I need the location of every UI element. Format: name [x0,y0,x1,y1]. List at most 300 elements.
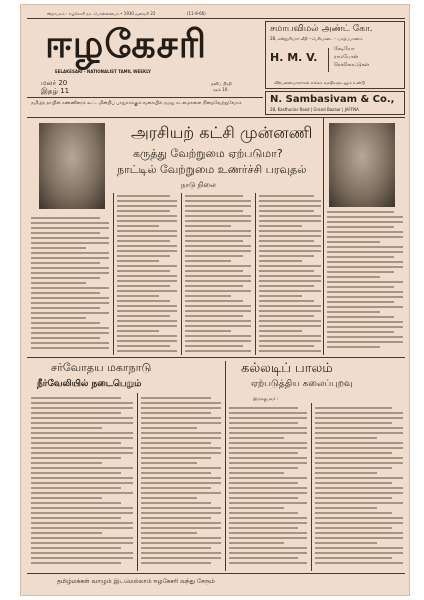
text-line [31,447,133,449]
text-line [327,346,380,348]
text-line [327,291,403,293]
hmv-item-list [334,45,369,69]
sambasivam-name: N. Sambasivam & Co., [270,94,395,105]
rule [27,357,405,358]
text-line [31,507,133,509]
text-line [31,442,121,444]
text-line [315,467,392,469]
text-line [259,220,321,222]
headline-sub-1: கருத்து வேற்றுமை ஏற்படுமா? [133,147,283,160]
top-strip: ஸ்தாபகம் : ஈழகேசரி நா. பொன்னையா • 1930 ஜனவரி 22 [47,11,156,16]
text-line [315,537,403,539]
text-line [117,260,159,262]
text-line [185,255,243,257]
text-line [185,350,251,352]
text-line [117,350,177,352]
hmv-item: ரெக்கோட்டுகள் [334,62,370,68]
text-line [259,320,321,322]
text-line [229,447,307,449]
text-line [315,437,377,439]
text-line [327,276,380,278]
sambasivam-address: 28, Kasthuriar Road | Grand Bazaar | JAFFNA [270,107,359,112]
text-line [141,492,221,494]
text-line [117,330,159,332]
text-line [259,325,321,327]
text-line [117,280,177,282]
text-line [327,251,403,253]
text-line [141,517,211,519]
text-line [327,246,403,248]
text-column [117,195,177,355]
text-line [117,195,170,197]
text-line [229,472,284,474]
text-line [229,542,284,544]
column-rule [311,403,312,571]
text-line [117,310,177,312]
text-line [31,472,121,474]
text-column [327,211,403,355]
text-line [229,502,307,504]
text-line [315,527,392,529]
text-line [117,230,177,232]
text-line [117,305,177,307]
text-line [31,237,109,239]
headline-sub-2: நாட்டில் வேற்றுமை உணர்ச்சி பரவுதல் [117,163,307,176]
section-right-subtitle: ஏற்படுத்திய கலைப்புறவு [251,379,353,389]
text-line [315,427,403,429]
text-line [141,547,211,549]
text-line [185,265,251,267]
text-line [259,300,314,302]
text-line [31,407,133,409]
text-line [141,482,221,484]
text-line [141,407,221,409]
text-line [141,412,211,414]
text-line [31,267,109,269]
hmv-item: ரேடியோ [334,46,355,52]
text-line [259,265,321,267]
text-line [31,302,109,304]
text-line [327,241,380,243]
text-line [141,442,211,444]
text-line [315,482,392,484]
text-line [259,275,321,277]
text-line [31,547,121,549]
text-line [229,412,307,414]
text-line [31,282,86,284]
text-line [229,522,307,524]
text-line [31,437,133,439]
text-line [229,452,298,454]
issue-date: (11-9-66) [187,11,206,16]
text-line [229,562,307,564]
text-line [315,507,377,509]
text-column [31,397,133,569]
text-line [31,427,102,429]
text-line [259,225,302,227]
headline-sub-3: நாடு நிலை [181,181,216,189]
text-line [229,422,298,424]
text-line [141,447,221,449]
text-line [31,277,100,279]
text-line [141,397,211,399]
text-line [229,482,298,484]
text-line [327,306,403,308]
column-rule [181,193,182,355]
text-line [327,226,394,228]
text-line [327,326,403,328]
text-line [31,517,121,519]
text-line [185,310,251,312]
text-line [31,562,121,564]
text-line [259,200,321,202]
column-rule [137,393,138,571]
text-line [141,542,221,544]
text-line [31,482,133,484]
text-line [117,240,170,242]
text-line [229,492,307,494]
portrait-photo-left [39,123,105,209]
text-line [185,290,251,292]
text-column [229,407,307,569]
text-line [31,552,133,554]
text-line [117,315,170,317]
text-line [259,215,321,217]
text-line [259,345,314,347]
sambasivam-advert [265,91,405,115]
text-line [327,301,394,303]
text-line [117,275,177,277]
section-right-byline: இருக்குபவர் : [253,396,279,401]
text-line [117,225,159,227]
text-line [315,412,403,414]
text-line [31,532,102,534]
text-line [117,250,177,252]
text-line [327,236,403,238]
text-column [185,195,251,355]
text-line [31,252,109,254]
text-line [259,255,314,257]
text-line [259,315,314,317]
text-line [117,340,177,342]
text-line [117,215,177,217]
text-line [185,320,251,322]
text-line [31,232,100,234]
text-line [141,437,221,439]
notice-bar: தமிழ்த் தாயின் கண்ணீரைக் கூட்டமின்றிப் பாதுகாக்கும் வகையில் நமது கடமைகளை நிறைவேற்றுவோம் [31,101,242,106]
section-right-title: கல்லடிப் பாலம் [241,361,333,376]
text-line [229,552,307,554]
text-line [327,296,403,298]
text-line [31,497,102,499]
text-line [141,422,221,424]
top-rule [27,18,405,19]
text-line [31,487,121,489]
text-line [185,200,251,202]
text-line [259,250,321,252]
portrait-photo-right [329,123,395,207]
text-line [229,517,307,519]
text-line [185,250,251,252]
text-line [315,502,403,504]
text-line [315,492,403,494]
text-line [229,417,307,419]
text-line [259,270,314,272]
text-line [185,325,251,327]
text-line [31,227,109,229]
text-line [31,297,109,299]
text-line [315,497,392,499]
text-line [31,287,109,289]
text-line [31,317,86,319]
text-line [31,217,100,219]
text-line [259,310,321,312]
text-line [31,272,109,274]
hmv-bracket [328,48,331,72]
text-line [185,280,251,282]
text-line [185,275,251,277]
text-line [31,397,121,399]
text-line [315,522,403,524]
text-line [259,205,321,207]
text-line [117,245,177,247]
text-line [315,562,403,564]
text-line [31,342,109,344]
section-left-subtitle: நீர்வேலியில் நடைபெறும் [37,379,142,389]
text-line [185,245,251,247]
text-column [31,217,109,355]
text-line [259,290,321,292]
text-line [141,477,221,479]
text-line [229,557,298,559]
text-line [117,255,170,257]
text-line [315,417,403,419]
text-line [31,322,100,324]
text-line [117,285,170,287]
text-line [117,205,177,207]
text-line [117,200,177,202]
text-line [31,307,100,309]
text-line [31,527,133,529]
text-line [315,512,392,514]
hmv-ad-address: 28, கஸ்தூரியார் வீதி - பெரியகடை - யாழ்ப்பாணம் [270,36,363,41]
text-column [141,397,221,569]
text-line [229,437,284,439]
column-rule [323,117,324,355]
text-line [141,462,197,464]
text-line [229,527,298,529]
text-line [141,537,221,539]
text-line [259,285,314,287]
text-line [259,335,321,337]
text-line [229,512,298,514]
text-line [327,231,403,233]
hmv-logo-text: H. M. V. [270,51,318,64]
text-line [185,270,243,272]
text-line [31,432,133,434]
text-line [259,245,321,247]
text-line [229,507,284,509]
text-line [117,290,177,292]
text-line [185,295,231,297]
text-line [117,270,170,272]
rule [27,117,405,118]
text-line [141,497,197,499]
text-column [315,407,403,569]
text-line [229,457,307,459]
text-line [117,235,177,237]
text-line [229,427,307,429]
text-line [259,280,321,282]
text-line [229,537,307,539]
text-line [117,325,177,327]
text-line [259,230,321,232]
text-line [185,335,251,337]
text-line [31,247,86,249]
text-line [117,210,170,212]
text-line [141,427,197,429]
text-line [31,462,102,464]
text-line [229,477,307,479]
text-line [31,312,109,314]
hmv-item: ராமபோன் [334,54,358,60]
text-line [315,517,403,519]
text-line [141,557,221,559]
text-line [185,235,251,237]
text-line [117,335,177,337]
text-line [31,337,100,339]
text-line [185,330,231,332]
text-line [315,557,392,559]
text-line [141,457,211,459]
text-line [259,235,321,237]
text-line [31,242,109,244]
text-line [141,472,211,474]
text-line [229,432,307,434]
text-line [31,542,133,544]
text-line [31,467,133,469]
text-line [315,457,403,459]
text-line [185,305,251,307]
text-line [31,257,109,259]
text-line [141,432,221,434]
text-line [259,210,314,212]
text-line [259,305,321,307]
text-line [229,467,298,469]
text-line [315,462,403,464]
rule [27,97,263,98]
text-line [31,502,121,504]
text-line [185,340,251,342]
text-line [185,210,243,212]
text-line [31,452,133,454]
text-line [229,532,307,534]
text-line [259,240,314,242]
text-line [31,417,133,419]
text-line [327,316,394,318]
text-line [141,552,221,554]
text-line [141,522,221,524]
text-line [259,340,321,342]
text-line [229,462,307,464]
text-line [117,345,170,347]
text-line [141,417,221,419]
text-line [327,261,403,263]
column-rule [113,193,114,355]
text-line [141,402,221,404]
text-line [185,220,251,222]
text-line [327,266,403,268]
text-line [31,402,133,404]
text-line [327,256,394,258]
text-line [327,341,403,343]
price-label: தனிப் பிரதி [211,81,232,86]
text-line [117,300,170,302]
text-line [315,422,392,424]
text-line [141,507,221,509]
text-line [327,271,394,273]
text-line [315,432,403,434]
text-line [31,492,133,494]
text-line [117,220,177,222]
text-line [141,452,221,454]
text-line [185,260,231,262]
text-line [31,347,109,349]
text-line [327,321,403,323]
issue-label: இதழ் 11 [41,87,70,95]
column-rule [255,193,256,355]
text-line [141,532,197,534]
text-line [327,286,394,288]
text-line [315,542,377,544]
text-line [141,512,221,514]
text-line [327,221,403,223]
text-line [141,502,211,504]
text-line [31,457,121,459]
text-line [185,300,243,302]
hmv-advert [265,21,405,89]
text-line [259,195,314,197]
volume-label: மலர் 20 [41,79,68,87]
text-line [31,292,100,294]
rule [27,573,405,574]
text-line [31,327,109,329]
text-line [185,240,243,242]
text-line [229,407,298,409]
text-line [259,350,321,352]
text-line [185,285,243,287]
hmv-ad-footer: விற்பனையாளர்கள் எல்லா வசதிகளுடனும் உண்டு [274,80,366,85]
masthead-subtitle: EELAKESARI - NATIONALIST TAMIL WEEKLY [55,69,151,74]
text-line [327,336,403,338]
newspaper-page [20,4,410,596]
text-line [117,320,177,322]
text-line [31,512,133,514]
text-line [185,230,251,232]
text-line [31,332,109,334]
text-line [229,497,298,499]
text-line [117,265,177,267]
text-line [31,422,133,424]
text-line [31,477,133,479]
text-line [315,442,403,444]
text-line [141,487,211,489]
text-line [31,412,121,414]
text-line [315,487,403,489]
text-line [327,331,394,333]
text-line [229,487,307,489]
text-line [315,472,377,474]
